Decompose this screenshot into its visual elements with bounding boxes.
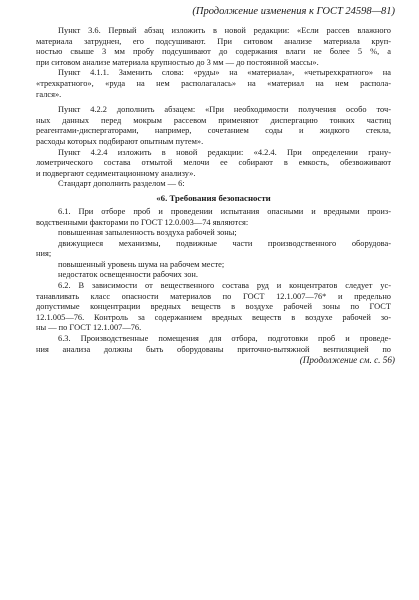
text-line: Пункт 3.6. Первый абзац изложить в новой редакции: «Если рассев влажного bbox=[58, 26, 391, 35]
section-title: «6. Требования безопасности bbox=[156, 192, 271, 203]
text-line: реагентами-диспергаторами, например, сочетанием соды и жидкого стекла, bbox=[36, 126, 391, 136]
text-line: и подвергают седиментационному анализу». bbox=[36, 168, 196, 178]
text-line: водственными факторами по ГОСТ 12.0.003—74 являются: bbox=[36, 217, 249, 227]
paragraph-4-2-2 bbox=[36, 105, 391, 147]
text-line: Пункт 4.2.2 дополнить абзацем: «При необходимости получения особо точ- bbox=[58, 105, 391, 115]
text-line: 6.3. Производственные помещения для отбора, подготовки проб и проведе- bbox=[58, 334, 391, 344]
text-line: ния; bbox=[36, 249, 52, 259]
text-line: гался». bbox=[36, 89, 62, 99]
paragraph-add-section bbox=[36, 179, 391, 190]
text-line: 12.1.005—76. Контроль за содержанием вредных веществ в воздухе рабочей зо- bbox=[36, 312, 391, 322]
continuation-header: (Продолжение изменения к ГОСТ 24598—81) bbox=[192, 6, 395, 17]
document-body bbox=[36, 26, 391, 355]
text-line: ных данных перед мокрым рассевом применяют диспергацию тонких частиц bbox=[36, 115, 391, 125]
text-line: повышенная запыленность воздуха рабочей зоны; bbox=[58, 228, 237, 238]
text-line: 6.2. В зависимости от вещественного состава руд и концентратов следует ус- bbox=[58, 281, 391, 291]
text-line: Пункт 4.2.4 изложить в новой редакции: «4.2.4. При определении грану- bbox=[58, 147, 391, 157]
text-line: Стандарт дополнить разделом — 6: bbox=[58, 179, 185, 189]
text-line: недостаток освещенности рабочих зон. bbox=[58, 270, 198, 280]
text-line: допустимые концентрации вредных веществ в воздухе рабочей зоны по ГОСТ bbox=[36, 302, 391, 312]
text-line: расходы которых подбирают опытным путем». bbox=[36, 136, 204, 146]
paragraph-4-1-1 bbox=[36, 68, 391, 100]
paragraph-4-2-4 bbox=[36, 148, 391, 180]
text-line: ния анализа должны быть оборудованы приточно-вытяжной вентиляцией по bbox=[36, 344, 391, 354]
text-line: ностью свыше 3 мм пробу подсушивают до содержания влаги не более 5 %, а bbox=[36, 47, 391, 57]
section-body bbox=[36, 207, 391, 355]
text-line: при ситовом анализе материала крупностью до 3 мм — до постоянной массы». bbox=[36, 57, 319, 67]
text-line: «трехкратного», «руда на нем располагалась» на «материал на нем распола- bbox=[36, 78, 391, 88]
text-line: движущиеся механизмы, подвижные части производственного оборудова- bbox=[58, 238, 391, 248]
continuation-footer: (Продолжение см. с. 56) bbox=[299, 355, 395, 365]
text-line: танавливать класс опасности материалов по ГОСТ 12.1.007—76* и предельно bbox=[36, 291, 391, 301]
text-line: повышенный уровень шума на рабочем месте; bbox=[58, 259, 225, 269]
text-line: материала затруднен, его подсушивают. При ситовом анализе материала круп- bbox=[36, 36, 391, 46]
text-line: Пункт 4.1.1. Заменить слова: «руды» на «материала», «четырехкратного» на bbox=[58, 68, 391, 78]
paragraph-3-6 bbox=[36, 26, 391, 68]
text-line: 6.1. При отборе проб и проведении испытания опасными и вредными произ- bbox=[58, 206, 391, 216]
text-line: лометрического состава отмытой мелочи ее собирают в емкость, обезвоживают bbox=[36, 158, 391, 168]
text-line: ны — по ГОСТ 12.1.007—76. bbox=[36, 323, 142, 333]
